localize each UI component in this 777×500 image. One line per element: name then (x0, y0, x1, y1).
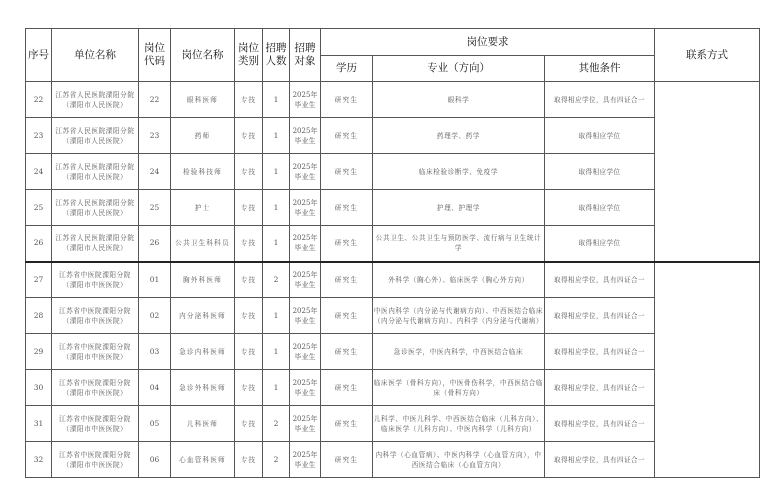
cell-type: 专技 (235, 190, 263, 226)
table-row (26, 262, 760, 298)
cell-count: 1 (263, 226, 290, 262)
recruitment-table (25, 28, 760, 478)
cell-unit: 江苏省中医院溧阳分院（溧阳市中医医院） (52, 406, 139, 442)
cell-count: 1 (263, 154, 290, 190)
cell-type: 专技 (235, 406, 263, 442)
cell-target: 2025年毕业生 (290, 298, 321, 334)
cell-other: 取得相应学位，具有四证合一 (545, 334, 655, 370)
cell-seq: 32 (26, 442, 52, 478)
table-row (26, 298, 760, 334)
cell-target: 2025年毕业生 (290, 190, 321, 226)
cell-other: 取得相应学位 (545, 190, 655, 226)
cell-count: 1 (263, 118, 290, 154)
cell-type: 专技 (235, 370, 263, 406)
header-post-code: 岗位代码 (139, 29, 171, 82)
cell-count: 1 (263, 190, 290, 226)
cell-education: 研究生 (321, 370, 373, 406)
cell-major: 外科学（胸心外）、临床医学（胸心外方向） (373, 262, 545, 298)
cell-code: 26 (139, 226, 171, 262)
cell-education: 研究生 (321, 118, 373, 154)
cell-code: 06 (139, 442, 171, 478)
cell-unit: 江苏省人民医院溧阳分院（溧阳市人民医院） (52, 118, 139, 154)
cell-major: 药理学、药学 (373, 118, 545, 154)
cell-education: 研究生 (321, 190, 373, 226)
cell-code: 23 (139, 118, 171, 154)
cell-seq: 28 (26, 298, 52, 334)
cell-education: 研究生 (321, 298, 373, 334)
cell-post-name: 检验科技师 (171, 154, 235, 190)
header-target: 招聘对象 (290, 29, 321, 82)
cell-count: 2 (263, 442, 290, 478)
cell-other: 取得相应学位，具有四证合一 (545, 442, 655, 478)
cell-type: 专技 (235, 334, 263, 370)
cell-major: 护理、护理学 (373, 190, 545, 226)
cell-count: 2 (263, 262, 290, 298)
header-other: 其他条件 (545, 56, 655, 82)
header-post-name: 岗位名称 (171, 29, 235, 82)
cell-post-name: 胸外科医师 (171, 262, 235, 298)
cell-major: 临床检验诊断学、免疫学 (373, 154, 545, 190)
table-row (26, 82, 760, 118)
cell-other: 取得相应学位，具有四证合一 (545, 262, 655, 298)
cell-other: 取得相应学位，具有四证合一 (545, 406, 655, 442)
cell-code: 22 (139, 82, 171, 118)
cell-unit: 江苏省中医院溧阳分院（溧阳市中医医院） (52, 334, 139, 370)
cell-seq: 31 (26, 406, 52, 442)
cell-target: 2025年毕业生 (290, 262, 321, 298)
header-post-type: 岗位类别 (235, 29, 263, 82)
cell-education: 研究生 (321, 334, 373, 370)
header-unit: 单位名称 (52, 29, 139, 82)
cell-count: 1 (263, 370, 290, 406)
header-education: 学历 (321, 56, 373, 82)
cell-unit: 江苏省中医院溧阳分院（溧阳市中医医院） (52, 298, 139, 334)
cell-post-name: 儿科医师 (171, 406, 235, 442)
cell-contact-group-2 (655, 262, 760, 478)
cell-type: 专技 (235, 262, 263, 298)
cell-major: 临床医学（骨科方向），中医骨伤科学，中西医结合临床（骨科方向） (373, 370, 545, 406)
cell-major: 急诊医学，中医内科学，中西医结合临床 (373, 334, 545, 370)
cell-post-name: 内分泌科医师 (171, 298, 235, 334)
cell-seq: 30 (26, 370, 52, 406)
cell-other: 取得相应学位，具有四证合一 (545, 298, 655, 334)
cell-other: 取得相应学位，具有四证合一 (545, 370, 655, 406)
cell-major: 儿科学、中医儿科学、中西医结合临床（儿科方向）、临床医学（儿科方向）、中医内科学（儿科方向） (373, 406, 545, 442)
cell-unit: 江苏省中医院溧阳分院（溧阳市中医医院） (52, 370, 139, 406)
header-requirements: 岗位要求 (321, 29, 655, 56)
table-row (26, 406, 760, 442)
cell-target: 2025年毕业生 (290, 226, 321, 262)
cell-count: 1 (263, 82, 290, 118)
cell-type: 专技 (235, 154, 263, 190)
table-row (26, 334, 760, 370)
cell-unit: 江苏省人民医院溧阳分院（溧阳市人民医院） (52, 190, 139, 226)
cell-unit: 江苏省中医院溧阳分院（溧阳市中医医院） (52, 442, 139, 478)
header-contact: 联系方式 (655, 29, 760, 82)
cell-education: 研究生 (321, 154, 373, 190)
table-row (26, 154, 760, 190)
cell-other: 取得相应学位，具有四证合一 (545, 82, 655, 118)
cell-unit: 江苏省人民医院溧阳分院（溧阳市人民医院） (52, 154, 139, 190)
table-row (26, 442, 760, 478)
cell-major: 中医内科学（内分泌与代谢病方向）、中西医结合临床（内分泌与代谢病方向）、内科学（内分泌与代谢病） (373, 298, 545, 334)
header-count: 招聘人数 (263, 29, 290, 82)
cell-seq: 25 (26, 190, 52, 226)
cell-seq: 27 (26, 262, 52, 298)
cell-education: 研究生 (321, 406, 373, 442)
cell-major: 内科学（心血管病）、中医内科学（心血管方向），中西医结合临床（心血管方向） (373, 442, 545, 478)
cell-seq: 26 (26, 226, 52, 262)
cell-education: 研究生 (321, 82, 373, 118)
cell-target: 2025年毕业生 (290, 406, 321, 442)
cell-code: 02 (139, 298, 171, 334)
cell-other: 取得相应学位 (545, 154, 655, 190)
cell-target: 2025年毕业生 (290, 154, 321, 190)
cell-seq: 29 (26, 334, 52, 370)
cell-seq: 23 (26, 118, 52, 154)
cell-type: 专技 (235, 442, 263, 478)
header-seq: 序号 (26, 29, 52, 82)
cell-target: 2025年毕业生 (290, 442, 321, 478)
cell-post-name: 心血管科医师 (171, 442, 235, 478)
cell-type: 专技 (235, 118, 263, 154)
table-row (26, 370, 760, 406)
cell-target: 2025年毕业生 (290, 370, 321, 406)
cell-seq: 24 (26, 154, 52, 190)
cell-code: 24 (139, 154, 171, 190)
cell-code: 03 (139, 334, 171, 370)
table-row (26, 118, 760, 154)
cell-code: 25 (139, 190, 171, 226)
cell-count: 1 (263, 298, 290, 334)
cell-count: 1 (263, 334, 290, 370)
cell-count: 2 (263, 406, 290, 442)
cell-target: 2025年毕业生 (290, 334, 321, 370)
cell-education: 研究生 (321, 226, 373, 262)
cell-target: 2025年毕业生 (290, 82, 321, 118)
cell-seq: 22 (26, 82, 52, 118)
header-major: 专业（方向） (373, 56, 545, 82)
cell-post-name: 公共卫生科科员 (171, 226, 235, 262)
cell-post-name: 急诊内科医师 (171, 334, 235, 370)
cell-major: 眼科学 (373, 82, 545, 118)
cell-major: 公共卫生、公共卫生与预防医学、流行病与卫生统计学 (373, 226, 545, 262)
cell-unit: 江苏省人民医院溧阳分院（溧阳市人民医院） (52, 226, 139, 262)
cell-type: 专技 (235, 82, 263, 118)
cell-type: 专技 (235, 298, 263, 334)
cell-code: 04 (139, 370, 171, 406)
header-row (26, 29, 760, 56)
table-row (26, 190, 760, 226)
cell-post-name: 药师 (171, 118, 235, 154)
cell-contact-group-1 (655, 82, 760, 262)
cell-other: 取得相应学位 (545, 226, 655, 262)
table-row (26, 226, 760, 262)
cell-code: 01 (139, 262, 171, 298)
cell-education: 研究生 (321, 262, 373, 298)
cell-target: 2025年毕业生 (290, 118, 321, 154)
cell-post-name: 眼科医师 (171, 82, 235, 118)
cell-post-name: 急诊外科医师 (171, 370, 235, 406)
cell-post-name: 护士 (171, 190, 235, 226)
cell-education: 研究生 (321, 442, 373, 478)
cell-type: 专技 (235, 226, 263, 262)
cell-unit: 江苏省人民医院溧阳分院（溧阳市人民医院） (52, 82, 139, 118)
cell-other: 取得相应学位 (545, 118, 655, 154)
cell-code: 05 (139, 406, 171, 442)
cell-unit: 江苏省中医院溧阳分院（溧阳市中医医院） (52, 262, 139, 298)
